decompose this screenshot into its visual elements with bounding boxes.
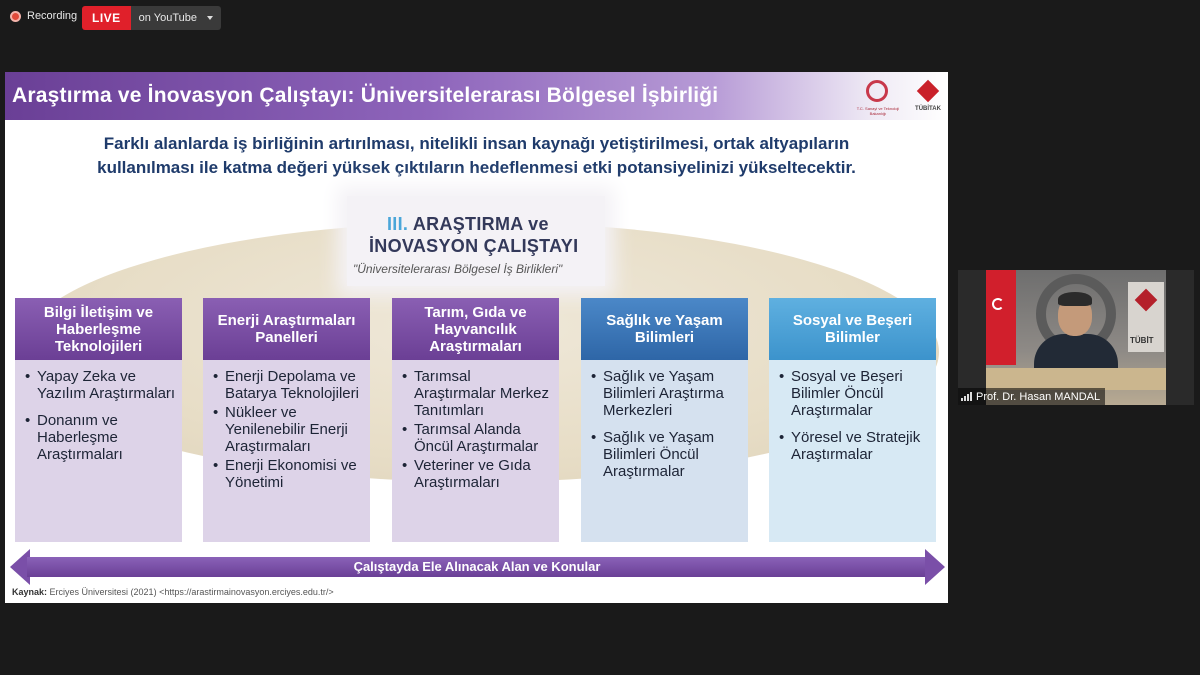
topic-column-body bbox=[769, 360, 936, 542]
slide-source bbox=[12, 587, 334, 597]
topic-item: • Sosyal ve Beşeri Bilimler Öncül Araştırmalar bbox=[779, 368, 930, 419]
topic-column-body bbox=[392, 360, 559, 542]
topic-column-body bbox=[15, 360, 182, 542]
banner-roman-numeral: III. bbox=[387, 214, 409, 234]
intro-line-2: kullanılması ile katma değeri yüksek çıktıların hedeflenmesi etki potansiyelinizi yükseltecektir. bbox=[97, 158, 856, 177]
topic-item: • Yöresel ve Stratejik Araştırmalar bbox=[779, 429, 930, 463]
participant-name: Prof. Dr. Hasan MANDAL bbox=[976, 390, 1101, 403]
banner-line-1 bbox=[387, 214, 549, 235]
banner-subtitle: "Üniversitelerarası Bölgesel İş Birlikleri" bbox=[353, 262, 563, 276]
live-badge: LIVE bbox=[82, 6, 131, 30]
topic-item: • Tarımsal Araştırmalar Merkez Tanıtımları bbox=[402, 368, 553, 419]
recording-indicator[interactable] bbox=[10, 10, 77, 22]
banner-line-2: İNOVASYON ÇALIŞTAYI bbox=[369, 236, 579, 256]
topic-item: • Enerji Ekonomisi ve Yönetimi bbox=[213, 457, 364, 491]
speaker-desk bbox=[986, 368, 1166, 390]
topic-column-body bbox=[581, 360, 748, 542]
tubitak-emblem-icon bbox=[1135, 289, 1158, 312]
topic-column-header: Sosyal ve Beşeri Bilimler bbox=[769, 298, 936, 360]
tubitak-emblem-icon bbox=[917, 80, 939, 102]
participant-name-tag bbox=[958, 388, 1105, 405]
live-target-label: on YouTube bbox=[138, 12, 197, 24]
backdrop-tubitak-logo bbox=[1128, 282, 1164, 352]
topic-column-header: Enerji Araştırmaları Panelleri bbox=[203, 298, 370, 360]
tubitak-logo bbox=[911, 78, 945, 118]
topic-column-ict bbox=[15, 298, 182, 542]
slide-intro bbox=[25, 132, 928, 180]
topic-item: • Sağlık ve Yaşam Bilimleri Araştırma Merkezleri bbox=[591, 368, 742, 419]
ministry-logo-text: T.C. Sanayi ve Teknoloji Bakanlığı bbox=[856, 106, 900, 116]
topic-column-header: Bilgi İletişim ve Haberleşme Teknolojileri bbox=[15, 298, 182, 360]
topic-column-social bbox=[769, 298, 936, 542]
topic-column-header: Tarım, Gıda ve Hayvancılık Araştırmaları bbox=[392, 298, 559, 360]
workshop-banner bbox=[347, 196, 605, 286]
ministry-emblem-icon bbox=[866, 80, 888, 102]
topic-column-energy bbox=[203, 298, 370, 542]
ministry-logo bbox=[850, 78, 902, 118]
slide-title: Araştırma ve İnovasyon Çalıştayı: Üniversitelerarası Bölgesel İşbirliği bbox=[12, 84, 719, 107]
shared-slide bbox=[5, 72, 948, 603]
topics-arrow-label: Çalıştayda Ele Alınacak Alan ve Konular bbox=[353, 559, 601, 574]
participant-video-tile[interactable] bbox=[958, 270, 1194, 405]
topic-item: • Enerji Depolama ve Batarya Teknolojileri bbox=[213, 368, 364, 402]
signal-strength-icon bbox=[961, 392, 972, 401]
topic-item: • Veteriner ve Gıda Araştırmaları bbox=[402, 457, 553, 491]
speaker-hair bbox=[1058, 292, 1092, 306]
recording-label: Recording bbox=[27, 10, 78, 22]
source-text: Erciyes Üniversitesi (2021) <https://arastirmainovasyon.erciyes.edu.tr/> bbox=[49, 587, 334, 597]
chevron-down-icon bbox=[207, 16, 213, 20]
source-label: Kaynak: bbox=[12, 587, 48, 597]
intro-line-1: Farklı alanlarda iş birliğinin artırılması, nitelikli insan kaynağı yetiştirilmesi, ortak altyapıların bbox=[103, 134, 850, 153]
live-youtube-button[interactable] bbox=[82, 6, 221, 30]
flag-crescent-icon bbox=[992, 298, 1004, 310]
topic-column-health bbox=[581, 298, 748, 542]
topic-column-agriculture bbox=[392, 298, 559, 542]
banner-line-1-text: ARAŞTIRMA ve bbox=[412, 214, 549, 234]
record-icon bbox=[10, 11, 21, 22]
topic-item: • Sağlık ve Yaşam Bilimleri Öncül Araştırmalar bbox=[591, 429, 742, 480]
topic-item: • Yapay Zeka ve Yazılım Araştırmaları bbox=[25, 368, 176, 402]
topic-item: • Nükleer ve Yenilenebilir Enerji Araştırmaları bbox=[213, 404, 364, 455]
backdrop-logo-text: TÜBİT bbox=[1130, 336, 1154, 345]
arrow-right-icon bbox=[925, 549, 945, 585]
topic-column-header: Sağlık ve Yaşam Bilimleri bbox=[581, 298, 748, 360]
tubitak-logo-text: TÜBİTAK bbox=[915, 106, 941, 112]
turkish-flag-icon bbox=[986, 270, 1016, 365]
live-target-dropdown[interactable] bbox=[131, 6, 221, 30]
topic-item: • Tarımsal Alanda Öncül Araştırmalar bbox=[402, 421, 553, 455]
slide-header bbox=[5, 72, 948, 120]
topic-column-body bbox=[203, 360, 370, 542]
topic-item: • Donanım ve Haberleşme Araştırmaları bbox=[25, 412, 176, 463]
